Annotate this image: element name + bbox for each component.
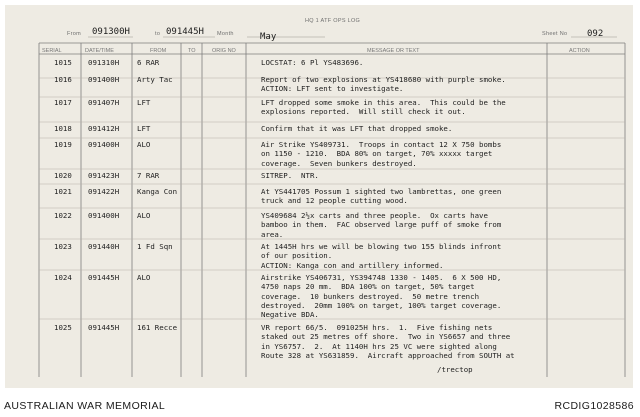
row-message [261, 211, 501, 239]
message-line: truck and 12 people cutting wood. [261, 196, 408, 206]
message-line: ACTION: Kanga con and artillery informed. [261, 260, 444, 270]
message-line: on 1150 - 1210. BDA 80% on target, 70% xxxxx target [261, 149, 493, 159]
month-label: Month [217, 31, 234, 37]
row-time: 091400H [88, 75, 120, 84]
row-from: LFT [137, 124, 151, 133]
message-line: of our position. [261, 251, 333, 261]
message-line: SITREP. NTR. [261, 171, 319, 180]
message-line: LFT dropped some smoke in this area. This could be the [261, 98, 506, 107]
to-label: to [155, 31, 161, 37]
col-header-action: ACTION [569, 48, 590, 54]
sheet-value: 092 [587, 29, 604, 39]
row-message [261, 273, 501, 319]
footer-record-id: RCDIG1028586 [554, 400, 634, 412]
row-serial: 1024 [54, 273, 72, 282]
log-sheet [5, 5, 633, 388]
row-time: 091445H [88, 273, 120, 282]
message-line: Airstrike YS406731, YS394748 1330 - 1405. 6 X 500 HD, [261, 273, 502, 282]
message-line: bamboo in them. FAC observed large puff of smoke from [261, 220, 502, 230]
message-line: Air Strike YS409731. Troops in contact 12 X 750 bombs [261, 140, 502, 149]
row-from: 7 RAR [137, 171, 160, 180]
row-from: Kanga Con [137, 187, 178, 196]
row-time: 091422H [88, 187, 120, 196]
sheet-label: Sheet No [542, 31, 568, 37]
row-time: 091440H [88, 242, 120, 251]
col-header-message: MESSAGE OR TEXT [367, 48, 420, 54]
message-line: Report of two explosions at YS418680 with purple smoke. [261, 75, 506, 84]
col-header-orig-no: ORIG NO [212, 48, 236, 54]
message-line: Route 328 at YS631859. Aircraft approached from SOUTH at [261, 350, 515, 360]
row-from: 1 Fd Sqn [137, 242, 173, 251]
row-from: ALO [137, 140, 151, 149]
message-line: VR report 66/5. 091025H hrs. 1. Five fishing nets [261, 323, 493, 332]
row-time: 091310H [88, 58, 120, 67]
message-line: in YS6757. 2. At 1140H hrs 25 VC were sighted along [261, 341, 497, 351]
message-line: explosions reported. Will still check it out. [261, 107, 466, 117]
row-message [261, 140, 501, 168]
to-value: 091445H [166, 27, 204, 37]
row-message [261, 58, 363, 67]
message-line: ACTION: LFT sent to investigate. [261, 84, 404, 94]
row-from: 161 Recce [137, 323, 178, 332]
message-line: 4750 naps 20 mm. BDA 100% on target, 50% target [261, 282, 475, 292]
from-label: From [67, 31, 82, 37]
col-header-to: TO [188, 48, 196, 54]
form-title: HQ 1 ATF OPS LOG [305, 18, 361, 24]
row-serial: 1022 [54, 211, 72, 220]
message-line: area. [261, 229, 284, 239]
row-serial: 1020 [54, 171, 72, 180]
from-value: 091300H [92, 27, 130, 37]
row-serial: 1023 [54, 242, 72, 251]
message-line: Negative BDA. [261, 310, 319, 320]
message-line: staked out 25 metres off shore. Two in YS6657 and three [261, 332, 511, 342]
row-serial: 1015 [54, 58, 72, 67]
row-from: LFT [137, 98, 151, 107]
row-message [261, 242, 501, 270]
row-from: Arty Tac [137, 75, 173, 84]
row-time: 091400H [88, 140, 120, 149]
row-serial: 1018 [54, 124, 72, 133]
col-header-datetime: DATE/TIME [85, 48, 114, 54]
row-serial: 1016 [54, 75, 72, 84]
message-line: Confirm that it was LFT that dropped smoke. [261, 124, 453, 133]
row-serial: 1017 [54, 98, 72, 107]
message-line: destroyed. 20mm 100% on target, 100% target coverage. [261, 300, 502, 310]
row-time: 091445H [88, 323, 120, 332]
col-header-serial: SERIAL [42, 48, 62, 54]
row-serial: 1019 [54, 140, 72, 149]
row-time: 091423H [88, 171, 120, 180]
col-header-from: FROM [150, 48, 167, 54]
row-from: 6 RAR [137, 58, 160, 67]
initials: /trectop [437, 365, 473, 374]
row-serial: 1025 [54, 323, 72, 332]
message-line: coverage. Seven bunkers destroyed. [261, 158, 417, 168]
row-serial: 1021 [54, 187, 72, 196]
message-line: At 1445H hrs we will be blowing two 155 blinds infront [261, 242, 502, 251]
row-time: 091412H [88, 124, 120, 133]
message-line: coverage. 10 bunkers destroyed. 50 metre trench [261, 291, 480, 301]
row-message [261, 75, 506, 94]
row-message [261, 124, 452, 133]
row-message [261, 171, 319, 180]
row-message [261, 187, 501, 206]
footer-archive-name: AUSTRALIAN WAR MEMORIAL [4, 400, 166, 412]
row-from: ALO [137, 211, 151, 220]
row-from: ALO [137, 273, 151, 282]
message-line: YS409684 2½x carts and three people. Ox carts have [261, 211, 488, 220]
message-line: At YS441705 Possum 1 sighted two lambrettas, one green [261, 187, 502, 196]
month-value: May [260, 32, 277, 42]
message-line: LOCSTAT: 6 Pl YS483696. [261, 58, 364, 67]
row-time: 091407H [88, 98, 120, 107]
row-message [261, 98, 506, 117]
row-time: 091400H [88, 211, 120, 220]
row-message [261, 323, 515, 360]
